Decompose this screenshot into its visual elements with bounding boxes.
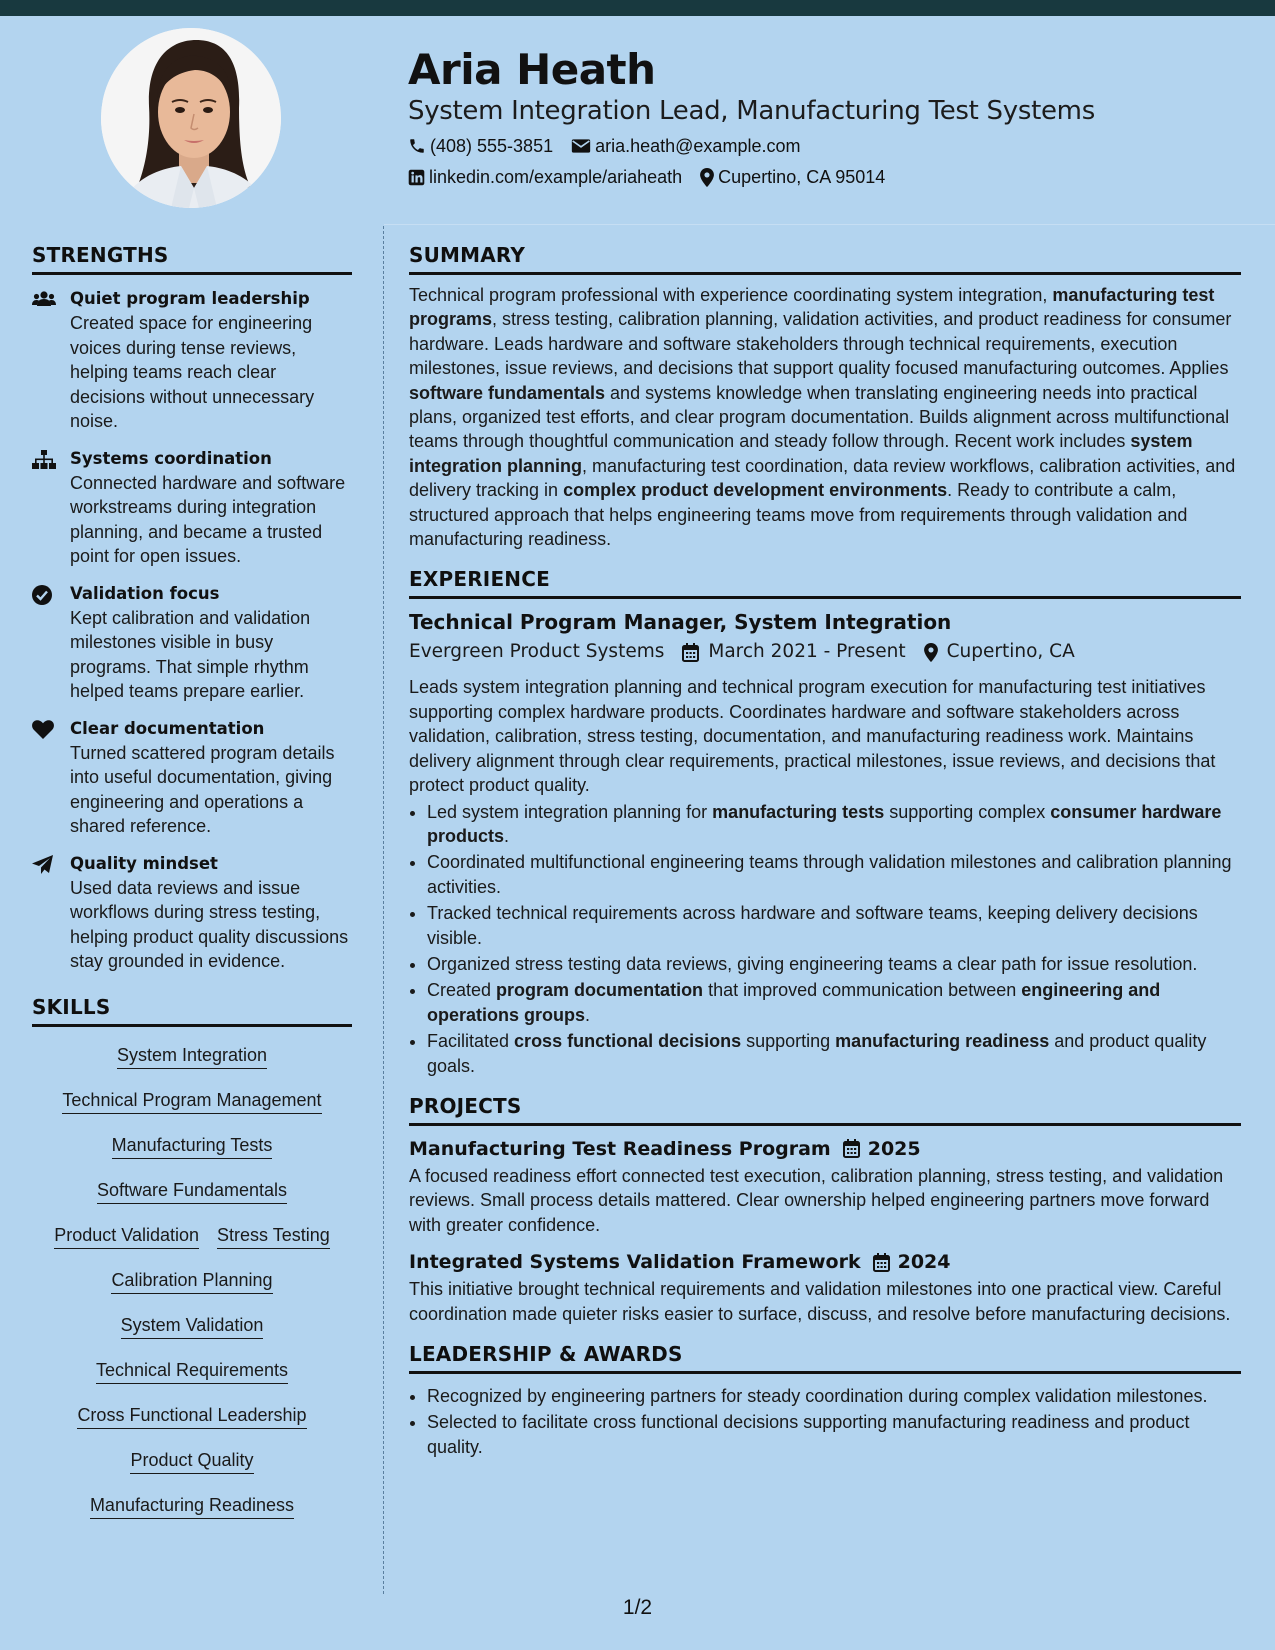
strength-description: Created space for engineering voices during tense reviews, helping teams reach clear decisions without unnecessary noise.	[70, 313, 315, 431]
linkedin-icon	[408, 169, 425, 186]
skill-tag: Stress Testing	[217, 1223, 330, 1249]
header-divider	[384, 224, 1275, 225]
column-divider	[383, 226, 384, 1594]
awards-section	[409, 1340, 1241, 1459]
envelope-icon	[571, 138, 591, 154]
job-location	[924, 637, 1075, 667]
project-item	[409, 1247, 1241, 1326]
company-name: Evergreen Product Systems	[409, 641, 665, 663]
map-pin-icon	[924, 643, 938, 662]
job-title: Technical Program Manager, System Integration	[409, 610, 952, 635]
projects-heading: PROJECTS	[409, 1092, 1241, 1126]
paper-plane-icon	[32, 855, 53, 875]
job-dates	[682, 637, 905, 667]
project-year: 2025	[867, 1137, 921, 1160]
list-item: • Selected to facilitate cross functional decisions supporting manufacturing readiness and product quality.	[427, 1410, 1241, 1459]
skill-tag: Technical Program Management	[62, 1088, 321, 1114]
skill-tag: Cross Functional Leadership	[77, 1403, 306, 1429]
strength-item	[32, 447, 352, 569]
experience-heading: EXPERIENCE	[409, 565, 1241, 599]
candidate-name: Aria Heath	[408, 45, 656, 94]
strength-description: Kept calibration and validation milestones visible in busy programs. That simple rhythm helped teams prepare earlier.	[70, 607, 311, 701]
summary-text: Technical program professional with experience coordinating system integration, manufacturing test programs, stress testing, calibration planning, validation activities, and product readiness for consumer hardware. Leads hardware and software stakeholders through technical requirements, execution milestones, issue reviews, and decisions that support quality focused manufacturing outcomes. Applies software fundamentals and systems knowledge when translating engineering needs into practical plans, organized test efforts, and clear program documentation. Builds alignment across multifunctional teams through thoughtful communication and steady follow through. Recent work includes system integration planning, manufacturing test coordination, data review workflows, calibration activities, and delivery tracking in complex product development environments. Ready to contribute a calm, structured approach that helps engineering teams move from requirements through validation and manufacturing readiness.	[409, 285, 1236, 550]
awards-list	[409, 1384, 1241, 1459]
project-year: 2024	[897, 1251, 951, 1274]
calendar-icon	[843, 1139, 860, 1158]
job-bullets	[409, 800, 1241, 1078]
skill-tag: Technical Requirements	[96, 1358, 288, 1384]
strength-title: Quiet program leadership	[70, 289, 310, 308]
skill-tag: Software Fundamentals	[97, 1178, 287, 1204]
job-dates-text: March 2021 - Present	[708, 641, 906, 663]
skill-tag: System Validation	[121, 1313, 264, 1339]
strength-item	[32, 717, 352, 839]
projects-section	[409, 1092, 1241, 1326]
skills-heading: SKILLS	[32, 993, 352, 1027]
project-title-row	[409, 1247, 1241, 1277]
sitemap-icon	[32, 450, 56, 470]
page-number: 1/2	[622, 1596, 653, 1619]
experience-section	[409, 565, 1241, 1078]
phone-icon	[408, 137, 426, 155]
candidate-headline: System Integration Lead, Manufacturing Test Systems	[408, 96, 1095, 126]
project-name: Manufacturing Test Readiness Program	[409, 1137, 831, 1160]
list-item: • Organized stress testing data reviews, giving engineering teams a clear path for issue resolution.	[427, 952, 1241, 976]
skill-tag: Manufacturing Readiness	[90, 1493, 294, 1519]
strengths-heading: STRENGTHS	[32, 241, 352, 275]
phone-contact[interactable]	[408, 133, 553, 159]
top-accent-bar	[0, 0, 1275, 16]
summary-heading: SUMMARY	[409, 241, 1241, 275]
phone-text: (408) 555-3851	[430, 136, 554, 156]
project-item	[409, 1134, 1241, 1237]
email-contact[interactable]	[571, 133, 800, 159]
linkedin-contact[interactable]	[408, 164, 682, 190]
project-title-row	[409, 1134, 1241, 1164]
strength-description: Connected hardware and software workstreams during integration planning, and became a trusted point for open issues.	[70, 472, 346, 566]
calendar-icon	[682, 643, 699, 662]
job-location-text: Cupertino, CA	[946, 641, 1075, 663]
contact-row-1	[408, 133, 818, 159]
strength-item	[32, 287, 352, 434]
strength-description: Turned scattered program details into useful documentation, giving engineering and operations a shared reference.	[70, 742, 335, 836]
list-item: • Recognized by engineering partners for steady coordination during complex validation milestones.	[427, 1384, 1241, 1408]
list-item: • Created program documentation that improved communication between engineering and operations groups.	[427, 978, 1241, 1027]
left-column	[32, 241, 352, 1538]
list-item: • Led system integration planning for manufacturing tests supporting complex consumer hardware products.	[427, 800, 1241, 849]
project-description: A focused readiness effort connected test execution, calibration planning, stress testing, and validation reviews. Small process details mattered. Clear ownership helped engineering partners move forward with greater confidence.	[409, 1165, 1224, 1235]
skills-list	[32, 1043, 352, 1538]
strength-title: Clear documentation	[70, 718, 265, 738]
strength-description: Used data reviews and issue workflows during stress testing, helping product quality discussions stay grounded in evidence.	[70, 877, 349, 971]
profile-photo	[101, 28, 281, 208]
job-meta	[409, 637, 1241, 667]
users-icon	[32, 290, 56, 308]
summary-section	[409, 241, 1241, 551]
job-description: Leads system integration planning and technical program execution for manufacturing test initiatives supporting complex hardware products. Coordinates hardware and software stakeholders across validation, calibration, stress testing, documentation, and manufacturing readiness work. Maintains delivery alignment through clear requirements, practical milestones, issue reviews, and decisions that protect product quality.	[409, 677, 1216, 796]
calendar-icon	[873, 1253, 890, 1272]
right-column	[409, 241, 1241, 1473]
contact-row-2	[408, 164, 903, 190]
awards-heading: LEADERSHIP & AWARDS	[409, 1340, 1241, 1374]
list-item: • Coordinated multifunctional engineering teams through validation milestones and calibration planning activities.	[427, 850, 1241, 899]
strength-title: Systems coordination	[70, 448, 272, 468]
strength-title: Quality mindset	[70, 853, 218, 873]
skill-tag: Manufacturing Tests	[112, 1133, 273, 1159]
list-item: • Tracked technical requirements across hardware and software teams, keeping delivery decisions visible.	[427, 901, 1241, 950]
strength-item	[32, 852, 352, 974]
linkedin-text: linkedin.com/example/ariaheath	[429, 167, 683, 187]
skill-tag: Product Quality	[130, 1448, 253, 1474]
location-text: Cupertino, CA 95014	[718, 167, 886, 187]
skill-tag: Product Validation	[54, 1223, 199, 1249]
check-circle-icon	[32, 585, 52, 605]
strength-item	[32, 582, 352, 704]
strengths-list	[32, 287, 352, 974]
heart-icon	[32, 720, 54, 739]
map-pin-icon	[700, 168, 714, 187]
project-name: Integrated Systems Validation Framework	[409, 1251, 861, 1274]
strength-title: Validation focus	[70, 583, 220, 603]
skill-tag: System Integration	[117, 1043, 267, 1069]
email-text: aria.heath@example.com	[595, 136, 801, 156]
project-description: This initiative brought technical requirements and validation milestones into one practical view. Careful coordination made quieter risks easier to surface, discuss, and resolve before manufacturing decisions.	[409, 1279, 1231, 1324]
location-contact	[700, 164, 885, 190]
skill-tag: Calibration Planning	[111, 1268, 272, 1294]
list-item: • Facilitated cross functional decisions supporting manufacturing readiness and product quality goals.	[427, 1029, 1241, 1078]
